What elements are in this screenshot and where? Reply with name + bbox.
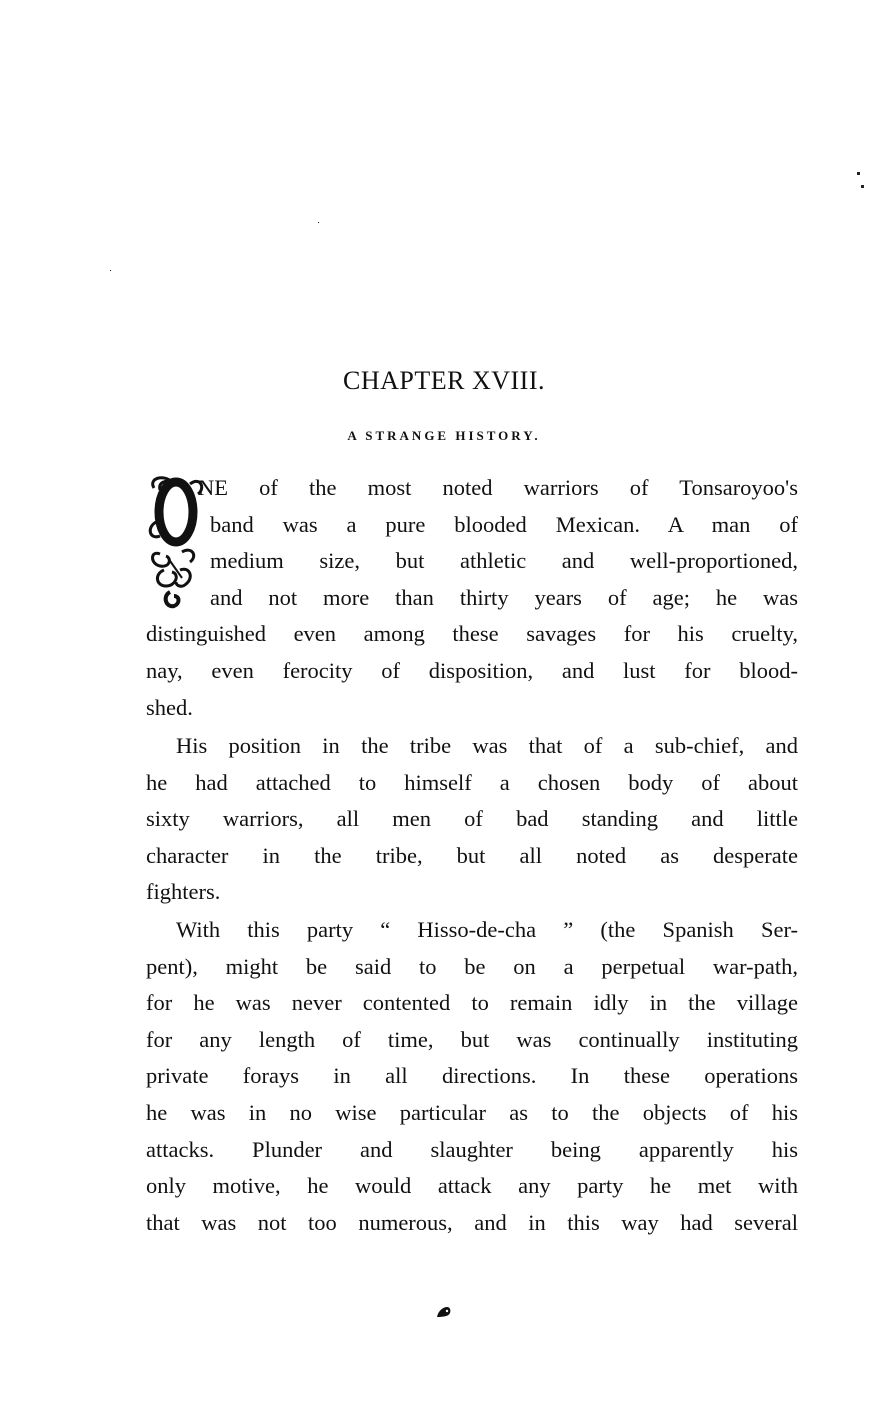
text-line: sixty warriors, all men of bad standing and little bbox=[146, 806, 798, 832]
chapter-subtitle: A STRANGE HISTORY. bbox=[347, 428, 541, 443]
text-line: for any length of time, but was continually instituting bbox=[146, 1026, 798, 1052]
text-line: that was not too numerous, and in this way had several bbox=[146, 1209, 798, 1235]
text-line: and not more than thirty years of age; he was bbox=[210, 584, 798, 610]
scan-speck bbox=[318, 222, 319, 223]
text-line: distinguished even among these savages for his cruelty, bbox=[146, 621, 798, 647]
text-line: attacks. Plunder and slaughter being apparently his bbox=[146, 1136, 798, 1162]
text-line: NE of the most noted warriors of Tonsaroyoo's bbox=[198, 475, 798, 500]
scan-speck bbox=[110, 270, 111, 271]
paragraph-1 bbox=[146, 470, 798, 726]
text-line: for he was never contented to remain idly in the village bbox=[146, 990, 798, 1016]
text-line: With this party “ Hisso-de-cha ” (the Spanish Ser- bbox=[176, 917, 798, 942]
text-line: fighters. bbox=[146, 879, 221, 905]
text-line: private forays in all directions. In these operations bbox=[146, 1063, 798, 1089]
text-line: character in the tribe, but all noted as desperate bbox=[146, 842, 798, 868]
paragraph-2 bbox=[146, 728, 798, 911]
text-line: shed. bbox=[146, 694, 193, 720]
text-line: band was a pure blooded Mexican. A man of bbox=[210, 511, 798, 537]
text-line: he was in no wise particular as to the objects of his bbox=[146, 1099, 798, 1125]
scan-speck bbox=[861, 185, 864, 188]
scan-speck bbox=[857, 172, 860, 175]
text-line: medium size, but athletic and well-proportioned, bbox=[210, 548, 798, 574]
text-line: he had attached to himself a chosen body of about bbox=[146, 769, 798, 795]
paragraph-3 bbox=[146, 912, 798, 1241]
text-line: pent), might be said to be on a perpetual war-path, bbox=[146, 953, 798, 979]
chapter-title: CHAPTER XVIII. bbox=[343, 366, 545, 395]
text-line: only motive, he would attack any party he met with bbox=[146, 1173, 798, 1199]
text-line: His position in the tribe was that of a sub-chief, and bbox=[176, 733, 798, 758]
ornamental-drop-cap-o-icon bbox=[146, 474, 206, 612]
fleuron-ornament-icon bbox=[436, 1306, 452, 1318]
text-line: nay, even ferocity of disposition, and lust for blood- bbox=[146, 657, 798, 683]
